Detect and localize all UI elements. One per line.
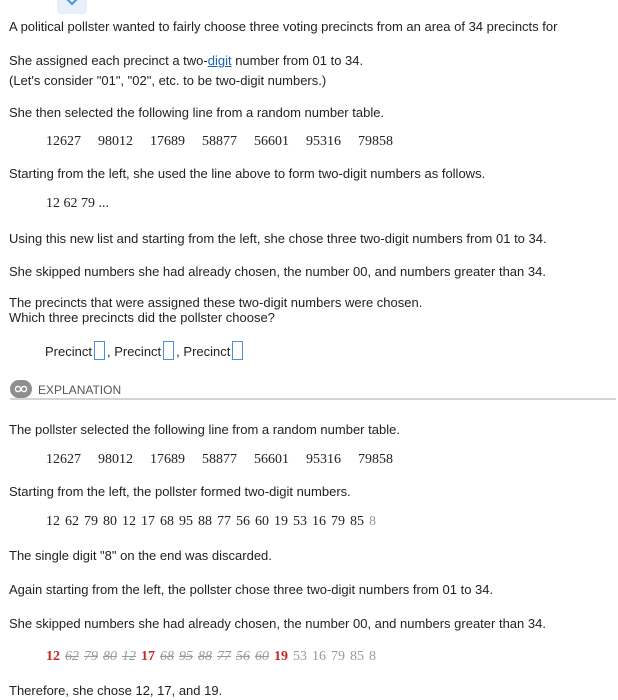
chosen-number: 12 xyxy=(46,649,60,664)
answer-row: Precinct , Precinct , Precinct xyxy=(45,341,245,360)
random-group: 98012 xyxy=(98,134,133,149)
formed-number: 56 xyxy=(236,514,250,529)
selected-text: She then selected the following line from a random number table. xyxy=(9,105,385,120)
skipped-number: 8 xyxy=(369,649,376,664)
formed-number: 16 xyxy=(312,514,326,529)
formed-number: 88 xyxy=(198,514,212,529)
precincts-text-2: Which three precincts did the pollster choose? xyxy=(9,310,275,325)
skipped-number: 16 xyxy=(312,649,326,664)
explanation-icon xyxy=(10,380,32,398)
skipped-text: She skipped numbers she had already chosen, the number 00, and numbers greater than 34. xyxy=(9,264,546,279)
precinct-label: Precinct xyxy=(114,344,162,359)
precincts-text-1: The precincts that were assigned these two-digit numbers were chosen. xyxy=(9,295,423,310)
precinct-label: Precinct xyxy=(45,344,92,359)
skipped-number: 53 xyxy=(293,649,307,664)
formed-number: 62 xyxy=(65,514,79,529)
random-group: 79858 xyxy=(358,452,393,467)
random-group: 56601 xyxy=(254,452,289,467)
skipped-number: 68 xyxy=(160,649,174,664)
random-group: 17689 xyxy=(150,452,185,467)
skipped-number: 77 xyxy=(217,649,231,664)
discarded-text: The single digit "8" on the end was discarded. xyxy=(9,548,272,563)
expl-selected-text: The pollster selected the following line from a random number table. xyxy=(9,422,400,437)
chosen-number-sequence xyxy=(46,649,381,665)
formed-number: 8 xyxy=(369,514,376,529)
using-new-text: Using this new list and starting from the left, she chose three two-digit numbers from 01 to 34. xyxy=(9,231,547,246)
skipped-number: 60 xyxy=(255,649,269,664)
formed-preview: 12 62 79 ... xyxy=(46,196,109,211)
expl-starting-text: Starting from the left, the pollster formed two-digit numbers. xyxy=(9,484,351,499)
random-group: 95316 xyxy=(306,134,341,149)
skipped-number: 88 xyxy=(198,649,212,664)
formed-number: 79 xyxy=(84,514,98,529)
formed-number: 80 xyxy=(103,514,117,529)
formed-number: 77 xyxy=(217,514,231,529)
skipped-number: 12 xyxy=(122,649,136,664)
random-group: 95316 xyxy=(306,452,341,467)
random-group: 98012 xyxy=(98,452,133,467)
chosen-number: 17 xyxy=(141,649,155,664)
random-group: 79858 xyxy=(358,134,393,149)
formed-number: 12 xyxy=(122,514,136,529)
assign-text: She assigned each precinct a two-digit number from 01 to 34. xyxy=(9,53,364,68)
intro-text: A political pollster wanted to fairly choose three voting precincts from an area of 34 precincts for xyxy=(9,19,558,34)
precinct-label: Precinct xyxy=(183,344,231,359)
skipped-number: 62 xyxy=(65,649,79,664)
formed-number: 95 xyxy=(179,514,193,529)
formed-number: 12 xyxy=(46,514,60,529)
precinct-answer-2[interactable] xyxy=(163,341,174,360)
expl-skipped-text: She skipped numbers she had already chosen, the number 00, and numbers greater than 34. xyxy=(9,616,546,631)
random-group: 56601 xyxy=(254,134,289,149)
random-group: 58877 xyxy=(202,134,237,149)
formed-number: 79 xyxy=(331,514,345,529)
skipped-number: 79 xyxy=(331,649,345,664)
random-group: 12627 xyxy=(46,452,81,467)
skipped-number: 85 xyxy=(350,649,364,664)
again-text: Again starting from the left, the pollster chose three two-digit numbers from 01 to 34. xyxy=(9,582,494,597)
chevron-down-icon xyxy=(66,0,78,6)
formed-number: 19 xyxy=(274,514,288,529)
skipped-number: 79 xyxy=(84,649,98,664)
formed-number: 68 xyxy=(160,514,174,529)
formed-number: 17 xyxy=(141,514,155,529)
digit-link[interactable]: digit xyxy=(207,53,232,68)
formed-number: 85 xyxy=(350,514,364,529)
skipped-number: 56 xyxy=(236,649,250,664)
random-group: 58877 xyxy=(202,452,237,467)
conclusion-text: Therefore, she chose 12, 17, and 19. xyxy=(9,683,223,698)
explanation-header[interactable]: EXPLANATION xyxy=(38,383,122,397)
formed-number: 53 xyxy=(293,514,307,529)
formed-number: 60 xyxy=(255,514,269,529)
skipped-number: 95 xyxy=(179,649,193,664)
random-group: 12627 xyxy=(46,134,81,149)
random-group: 17689 xyxy=(150,134,185,149)
random-number-line xyxy=(46,134,410,150)
collapse-toggle[interactable] xyxy=(57,0,87,14)
precinct-answer-3[interactable] xyxy=(232,341,243,360)
expl-random-number-line xyxy=(46,452,410,468)
formed-number-sequence xyxy=(46,514,381,530)
chosen-number: 19 xyxy=(274,649,288,664)
precinct-answer-1[interactable] xyxy=(94,341,105,360)
consider-text: (Let's consider "01", "02", etc. to be two-digit numbers.) xyxy=(9,73,327,88)
explanation-divider xyxy=(10,398,616,400)
starting-text: Starting from the left, she used the line above to form two-digit numbers as follows. xyxy=(9,166,486,181)
skipped-number: 80 xyxy=(103,649,117,664)
